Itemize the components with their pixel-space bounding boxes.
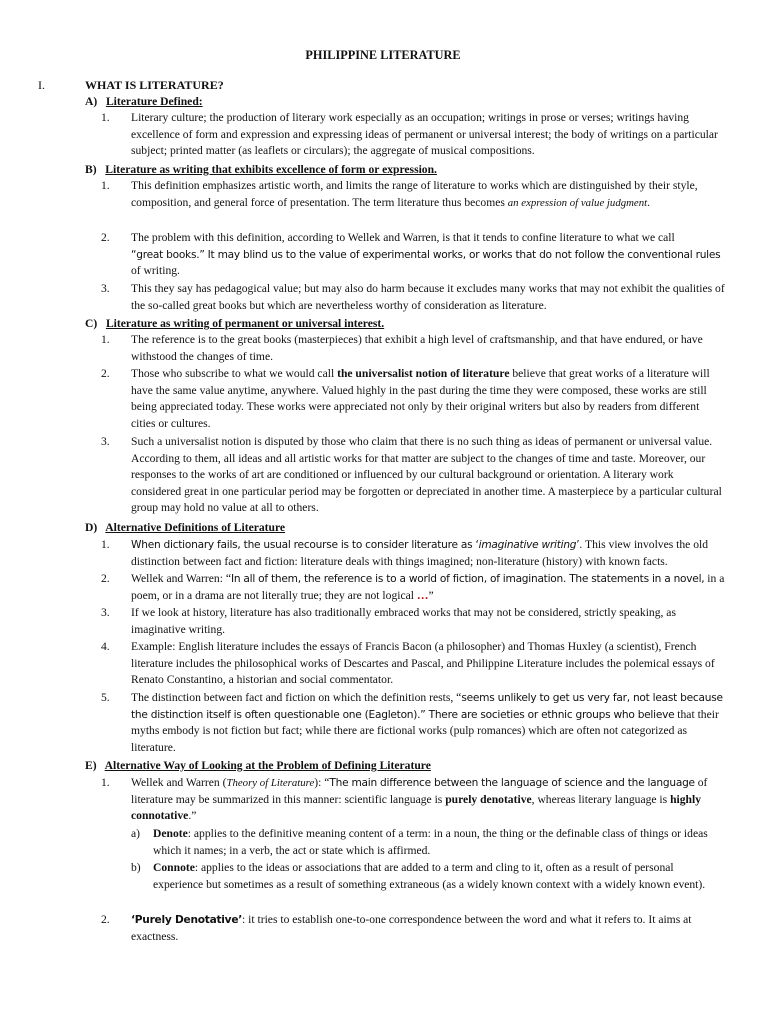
list-item: 3. This they say has pedagogical value; but may also do harm because it excludes many works that may not exhibit the qualities of the so-called great books but which are nevertheless worthy of consideration as literature.	[101, 282, 725, 312]
subsection-c-heading: C) Literature as writing of permanent or universal interest.	[85, 317, 385, 330]
list-item: 2. Wellek and Warren: “In all of them, the reference is to a world of fiction, of imagination. The statements in a novel, in a poem, or in a drama are not literally true; they are not logical …”	[101, 572, 725, 602]
list-item: 4. Example: English literature includes the essays of Francis Bacon (a philosopher) and Thomas Huxley (a scientist), French literature includes the philosophical works of Descartes and Pascal, and Philippine Literature includes the polemical essays of Renato Constantino, a historian and social commentator.	[101, 640, 715, 687]
list-item: 5. The distinction between fact and fiction on which the definition rests, “seems unlikely to get us very far, not least because the distinction itself is often questionable one (Eagleton).” There are societies or ethnic groups who believe that their myths embody is not fiction but fact; while there are fictional works (pulp romances) which are often not categorized as literature.	[101, 691, 723, 754]
subsection-d-heading: D) Alternative Definitions of Literature	[85, 521, 286, 534]
list-item: 2. Those who subscribe to what we would call the universalist notion of literature believe that great works of a literature will have the same value anytime, anywhere. Valued highly in the past during the time they were composed, these works are still being appreciated today. These works were appreciated not only by their original writers but also by readers from different cities or cultures.	[101, 367, 710, 430]
list-item: 1. This definition emphasizes artistic worth, and limits the range of literature to works which are distinguished by their style, composition, and general force of presentation. The term literature thus becomes an expression of value judgment.	[101, 179, 698, 209]
subsection-a-heading: A) Literature Defined:	[85, 95, 203, 108]
sub-list-item: b) Connote: applies to the ideas or associations that are added to a term and cling to it, often as a result of personal experience but sometimes as a result of something extraneous (as a widely known context with a widely known event).	[131, 861, 706, 891]
subsection-b-heading: B) Literature as writing that exhibits excellence of form or expression.	[85, 163, 437, 176]
list-item: 3. Such a universalist notion is disputed by those who claim that there is no such thing as ideas of permanent or universal value. According to them, all ideas and all artistic works for that matter are subject to the changes of time and taste. Moreover, our responses to the works of art are conditioned or influenced by our cultural background or orientation. A literary work considered great in one particular period may be forgotten or depreciated in another time. A masterpiece by a particular cultural group may hold no value at all to others.	[101, 435, 722, 515]
list-item: 3. If we look at history, literature has also traditionally embraced works that may not be considered, strictly speaking, as imaginative writing.	[101, 606, 676, 636]
subsection-e-heading: E) Alternative Way of Looking at the Problem of Defining Literature	[85, 759, 431, 772]
list-item: 2. The problem with this definition, according to Wellek and Warren, is that it tends to confine literature to what we call “great books.” It may blind us to the value of experimental works, or works that do not follow the conventional rules of writing.	[101, 231, 721, 278]
page-title: PHILIPPINE LITERATURE	[305, 48, 461, 62]
list-item: 2. ‘Purely Denotative’: it tries to establish one-to-one correspondence between the word and what it refers to. It aims at exactness.	[101, 913, 692, 943]
sub-list-item: a) Denote: applies to the definitive meaning content of a term: in a noun, the thing or the definable class of things or ideas which it names; in a verb, the act or state which is affirmed.	[131, 827, 708, 857]
section-number: I.	[38, 78, 45, 92]
list-item: 1. Wellek and Warren (Theory of Literature): “The main difference between the language of science and the language of literature may be summarized in this manner: scientific language is purely denotative, whereas literary language is highly connotative.”	[101, 776, 708, 823]
list-item: 1. The reference is to the great books (masterpieces) that exhibit a high level of craftsmanship, and that have endured, or have withstood the changes of time.	[101, 333, 703, 363]
list-item: 1. Literary culture; the production of literary work especially as an occupation; writings in prose or verses; writings having excellence of form and expression and expressing ideas of permanent or universal interest; the body of writings on a particular subject; printed matter (as leaflets or circulars); the aggregate of musical compositions.	[101, 111, 718, 158]
section-title: WHAT IS LITERATURE?	[85, 78, 224, 92]
list-item: 1. When dictionary fails, the usual recourse is to consider literature as ‘imaginative writing’. This view involves the old distinction between fact and fiction: literature deals with things imagined; non-literature (history) with known facts.	[101, 538, 709, 568]
